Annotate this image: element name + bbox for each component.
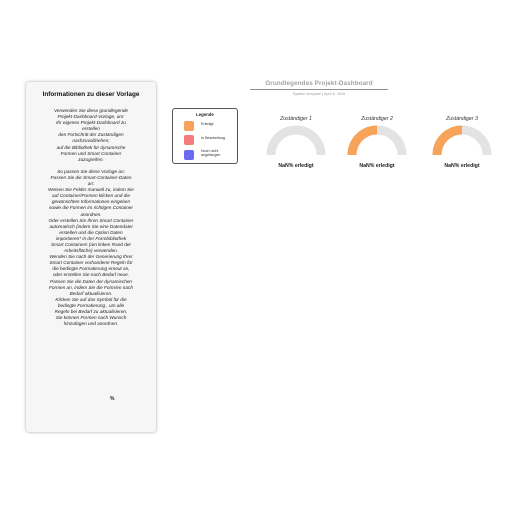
info-line: Formen an, indem Sie die Form/en nach xyxy=(49,284,133,290)
info-line: Ihr eigenes Projekt-Dashboard zu xyxy=(56,120,126,126)
dashboard-title[interactable]: Grundlegendes Projekt-Dashboard xyxy=(250,80,388,90)
info-line: zuzugreifen. xyxy=(78,156,104,162)
legend-item-done xyxy=(184,121,236,131)
legend[interactable] xyxy=(172,108,238,164)
info-line: die bedingte Formatierung erneut an, xyxy=(52,266,130,272)
info-line: Arbeitsfläche) verwenden. xyxy=(63,248,119,254)
info-line: nachzuvollziehen; xyxy=(72,138,110,144)
gauge-value: NaN% erledigt xyxy=(359,163,395,169)
gauge-label: Zuständiger 2 xyxy=(361,116,393,122)
legend-item-in-progress xyxy=(184,135,236,145)
legend-label: In Bearbeitung xyxy=(201,136,225,140)
info-line: den Fortschritt der Zuständigen xyxy=(58,132,124,138)
legend-label: Noch nicht angefangen xyxy=(201,149,221,158)
info-line: Bedarf aktualisieren. xyxy=(69,290,113,296)
dashboard-header xyxy=(250,80,388,96)
info-title: Informationen zu dieser Vorlage xyxy=(42,91,140,98)
info-line: Projekt-Dashboard-Vorlage, um: xyxy=(57,114,125,120)
info-line: Formen und Smart Container xyxy=(60,150,122,156)
legend-swatch xyxy=(184,121,194,131)
gauge-value: NaN% erledigt xyxy=(444,163,480,169)
gauge-track xyxy=(271,130,321,155)
info-line: automatisch (indem Sie eine Datendatei xyxy=(49,223,133,229)
legend-title: Legende xyxy=(196,112,214,117)
info-line: Weisen Sie Felder manuell zu, indem Sie xyxy=(48,187,134,193)
percent-symbol[interactable]: % xyxy=(110,396,115,402)
gauge-assignee-2[interactable] xyxy=(347,116,407,169)
info-line: So passen Sie diese Vorlage an: xyxy=(57,168,125,174)
info-line: Verwenden Sie diese grundlegende xyxy=(53,108,129,113)
gauge-fill xyxy=(437,130,462,155)
info-line: gewünschten Informationen eingeben xyxy=(51,199,131,205)
legend-label: Erledigt xyxy=(201,122,214,126)
gauge-label: Zuständiger 3 xyxy=(446,116,478,122)
gauge-assignee-3[interactable] xyxy=(432,116,492,169)
gauge-fill xyxy=(352,130,377,155)
gauge-chart xyxy=(432,124,492,158)
template-info-panel xyxy=(26,82,156,432)
info-line: Passen Sie die Smart-Container-Daten xyxy=(50,174,132,180)
info-line: Sie können Formen nach Wunsch xyxy=(55,315,127,321)
info-body xyxy=(32,108,150,327)
info-line: Regeln bei Bedarf zu aktualisieren. xyxy=(54,309,128,314)
info-line: Oder erstellen Sie Ihren Smart Container xyxy=(48,217,134,223)
gauge-label: Zuständiger 1 xyxy=(280,116,312,122)
dashboard-subtitle[interactable]: System template | April 6, 2026 xyxy=(292,92,346,96)
legend-item-not-started xyxy=(184,150,236,160)
gauge-chart xyxy=(347,124,407,158)
info-line: Smart Containers (am linken Rand der xyxy=(51,241,131,247)
info-line: hinzufügen und anordnen. xyxy=(63,321,119,327)
info-line: erstellen und die Option Daten xyxy=(59,229,123,235)
info-line: oder erstellen Sie nach Bedarf neue. xyxy=(52,272,130,278)
info-line: erstellen xyxy=(82,126,100,132)
info-line: sowie die Formen im richtigen Container xyxy=(49,205,133,211)
info-line: anordnen. xyxy=(80,211,102,217)
info-line: bedingte Formatierung , um alle xyxy=(57,302,125,308)
legend-swatch xyxy=(184,135,194,145)
legend-swatch xyxy=(184,150,194,160)
info-line: Wenden Sie nach der Generierung Ihrer xyxy=(49,254,133,260)
info-line: Klicken Sie auf das Symbol für die xyxy=(55,296,127,302)
info-line: an: xyxy=(87,181,95,187)
info-line: Passen Sie die Daten der dynamischen xyxy=(49,278,133,284)
gauge-assignee-1[interactable] xyxy=(266,116,326,169)
info-line: auf die Bibliothek für dynamische xyxy=(56,144,126,150)
info-line: auf Container/Formen klicken und die xyxy=(52,193,130,199)
gauge-chart xyxy=(266,124,326,158)
gauge-value: NaN% erledigt xyxy=(278,163,314,169)
info-line: importieren* in der Formbibliothek xyxy=(55,235,127,241)
info-line: Smart Container vorhandene Regeln für xyxy=(49,260,133,266)
